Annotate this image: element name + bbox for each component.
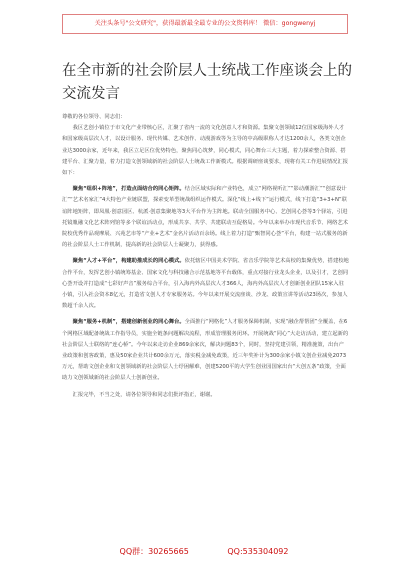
section-paragraph-3 (62, 317, 349, 384)
section-text-3: 全面推行“网格化”人才服务保障机制，实现“融企帮帮团”全覆盖，在6个网格区域配备统战工作指导员，实施全链条问题解决流程，形成管理服务闭环。开展统战“同心”大走访活动，建立起新的社会阶层人士联络的“连心桥”。今年以来走访企业869余家次，解决问题83个，同时，坚持党建引领，精准施策，出台产业政策和创客政策，惠及50家企业共计600余万元，落实税金减免政策，近三年奖补计为300余家小镇文创企业减免2073万元，帮助文创企业和文创领域新的社会阶层人士纾困解难，创建5200平的大学生创业园国家出台“大创五条”政策，全面助力文创领域新的社会阶层人士创新创业。 (62, 319, 349, 382)
section-lead-3: 聚焦“服务+机制”，搭建创新创业的同心舞台。 (72, 319, 185, 326)
section-lead-1: 聚焦“组织+阵地”，打造点面结合的同心矩阵。 (72, 186, 185, 193)
section-paragraph-1 (62, 184, 349, 251)
section-text-1: 结合区域实际和产业特色，成立“网络视听汇”“影动潮游汇”“创意设计汇”“艺术名家汇”4大特色产业链联盟，探索变革型统战组织运作模式。深化“线上+线下”运行模式，线下打造“3+3+N”联谊阵地矩阵，即凤凰·创意园区、杭派·创意集聚地等3大平台作为主阵地。联动全国服务中心、艺创同心荟等3个驿站，引进托镜胤融文化艺术阵列馆等多个联谊活动点，形成共享、共学、共建联动互促格局。今年以来举办市现代音乐节、网络艺术院校优秀作品观摩展、兴苑艺市等“产业+艺术”金名片活动百余场。线上着力打造“甄智同心荟”平台，构建一站式服务的新的社会阶层人士工作机制，提高新的社会阶层人士凝聚力，获得感。 (62, 186, 349, 249)
document-title: 在全市新的社会阶层人士统战工作座谈会上的交流发言 (62, 63, 352, 102)
closing-paragraph: 汇报完毕，不当之处，请各位领导和同志们批评指正，谢谢。 (72, 391, 216, 398)
qq-number: QQ:535304092 (227, 547, 289, 556)
section-paragraph-2 (62, 256, 349, 312)
contact-footer (0, 546, 408, 557)
section-text-2: 依托辖区中国美术学院、省音乐学院等艺术高校的集聚优势，搭建校地合作平台，发挥艺创小镇统筹基金、国家文化与科技融合示范基地等平台载体，重点对接行业龙头企业，以及引才，艺创同心荟开设并打造成“七彩好声音”服务综合平台，引入海内外高层次人才366人，海内外高层次人才创新创业团队15家入驻小镇，引入社会资本8亿元，打造省文创人才专家服务站。今年以来开展交流座谈、沙龙、政策宣讲等活动23场次，参加人数超千余人次。 (62, 258, 349, 310)
qq-group-number: QQ群：30265665 (119, 547, 189, 556)
promo-banner: 关注头条号"公文研究"，获得最新最全最专业的公文资料库！ 微信：gongwenyj (62, 14, 348, 34)
intro-paragraph: 我区艺创小镇位于市文化产业带核心区，汇聚了省内一流的文化创意人才和资源。集聚文创领域12位国家级海外人才和国家级高层次人才，以设计服务、现代传媒、艺术创作、动漫游戏等为主导的中高级职称人才达1200余人，各类文创企业达3000余家，近年来，我区立足区位优势特色，聚焦同心筑梦，同心模式，同心舞台三大主题，着力探索整合资源、搭建平台、汇聚力量，着力打造文创领域新的社会阶层人士统战工作新模式。根据调研座谈要求，现将有关工作进展情况汇报如下： (62, 125, 349, 177)
section-lead-2: 聚焦“人才+平台”，构建助推成长的同心模式。 (72, 258, 185, 265)
greeting: 尊敬的各位领导、同志们： (62, 114, 126, 120)
document-body (62, 112, 349, 401)
